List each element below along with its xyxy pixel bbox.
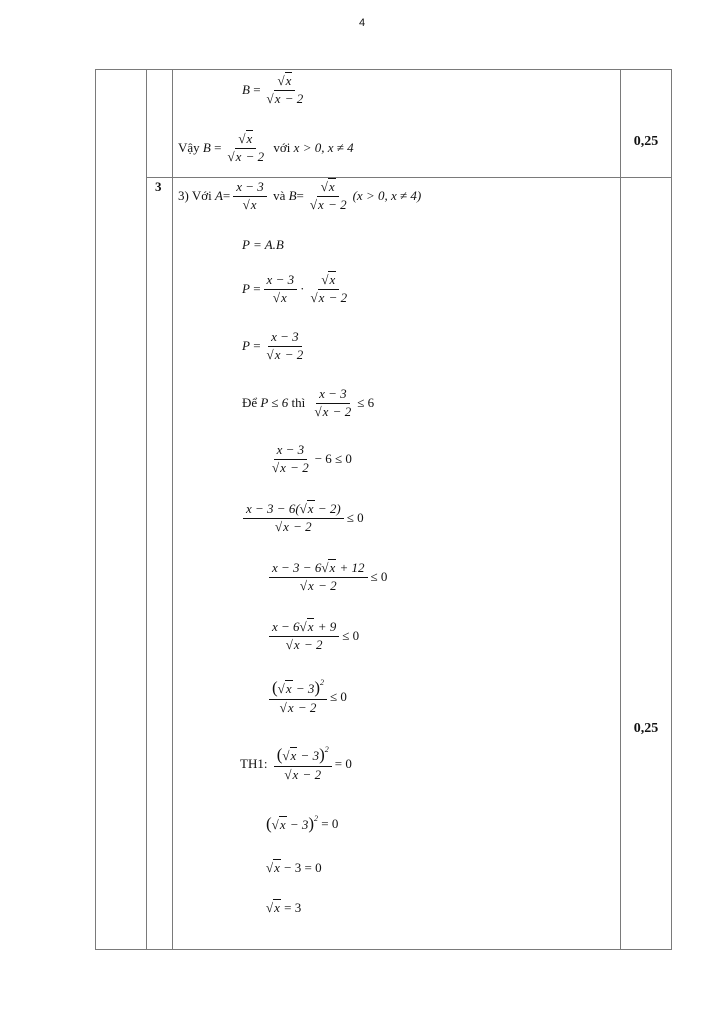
equals: =	[222, 188, 231, 204]
table-divider-col3	[620, 69, 621, 950]
relation: − 6 ≤ 0	[314, 451, 352, 467]
part3-statement	[178, 180, 421, 213]
exponent: 2	[314, 814, 319, 823]
step-P-product	[242, 273, 353, 306]
relation: = 3	[284, 900, 302, 915]
term: − 2	[297, 699, 317, 715]
case-1-step-1: $(√x - 3)^2$ = 0	[266, 814, 339, 833]
label-part3: 3) Với	[178, 188, 212, 204]
table-row-divider	[146, 177, 672, 178]
equals: =	[214, 140, 222, 156]
table-divider-col2	[172, 69, 173, 950]
step-P-simplified	[242, 330, 309, 363]
relation: ≤ 0	[370, 569, 388, 585]
sqrt-radicand: x	[307, 619, 314, 634]
formula-B-definition	[242, 74, 309, 107]
relation: = 0	[321, 816, 339, 831]
case-1	[240, 745, 352, 782]
step-square-form	[266, 678, 347, 715]
fraction: $\frac{√x}{√x - 2}$	[266, 73, 304, 106]
term: − 2	[332, 403, 352, 419]
label-de: Để	[242, 395, 258, 411]
numerator: x − 3	[316, 387, 350, 404]
var-P: P	[242, 281, 250, 297]
equals: =	[253, 281, 261, 297]
sqrt-radicand: x	[274, 90, 281, 106]
term: − 2)	[317, 501, 341, 516]
relation: ≤ 0	[346, 510, 364, 526]
term: − 2	[328, 196, 347, 212]
sqrt-radicand: x	[246, 131, 253, 146]
term: + 12	[339, 560, 365, 575]
sqrt-radicand: x	[329, 272, 336, 287]
numerator: x − 3	[268, 330, 302, 347]
sqrt-radicand: x	[322, 403, 329, 419]
term: − 2	[290, 459, 309, 475]
sqrt-radicand: x	[250, 196, 257, 212]
sqrt-radicand: x	[290, 748, 297, 763]
sqrt-radicand: x	[292, 766, 299, 782]
fraction: $\frac{x - 6√x + 9}{√x - 2}$	[269, 620, 339, 653]
expression: P = A.B	[242, 237, 284, 252]
table-border-right	[671, 69, 672, 950]
term: x − 3 − 6(	[246, 501, 300, 516]
fraction: $\frac{x - 3}{√x - 2}$	[314, 386, 352, 419]
fraction: $\frac{(√x - 3)^2}{√x - 2}$	[274, 745, 332, 782]
sqrt-radicand: x	[308, 577, 314, 593]
term: − 3	[300, 748, 320, 763]
term: − 2	[303, 636, 323, 652]
term: − 3	[295, 681, 315, 696]
expression: P ≤ 6	[260, 395, 289, 411]
exponent: 2	[324, 745, 329, 754]
label-voi: với	[273, 140, 291, 156]
equals: =	[253, 82, 261, 98]
term: x − 6	[272, 619, 300, 634]
term: − 2	[302, 766, 322, 782]
var-B: B	[288, 188, 297, 204]
condition: (x > 0, x ≠ 4)	[352, 188, 422, 204]
fraction: $\frac{x - 3 - 6(√x - 2)}{√x - 2}$	[243, 502, 344, 535]
sqrt-radicand: x	[280, 459, 286, 475]
score-cell: 0,25	[633, 721, 659, 736]
sqrt-radicand: x	[274, 346, 281, 362]
case-1-step-2: √x − 3 = 0	[266, 860, 322, 875]
sqrt-radicand: x	[287, 699, 294, 715]
fraction: $\frac{x - 3}{√x - 2}$	[272, 442, 309, 475]
sqrt-radicand: x	[307, 501, 314, 516]
step-reduced	[266, 620, 359, 653]
table-border-left	[95, 69, 96, 950]
page-number: 4	[358, 17, 366, 29]
var-A: A	[214, 188, 223, 204]
sqrt-radicand: x	[274, 900, 280, 915]
dot: ·	[300, 281, 305, 297]
sqrt-radicand: x	[318, 289, 325, 305]
numerator: x − 3	[274, 443, 308, 460]
step-combined	[240, 502, 364, 535]
fraction: $\frac{x - 3}{√x - 2}$	[266, 329, 304, 362]
term: − 3	[289, 817, 309, 832]
sqrt-radicand: x	[274, 860, 280, 875]
fraction: $\frac{x - 3 - 6√x + 12}{√x - 2}$	[269, 561, 368, 594]
term: x − 3 − 6	[272, 560, 322, 575]
sqrt-radicand: x	[283, 518, 289, 534]
relation: ≤ 6	[357, 395, 375, 411]
term: − 2	[328, 289, 348, 305]
condition: x > 0, x ≠ 4	[293, 140, 354, 156]
sqrt-radicand: x	[281, 289, 287, 305]
table-divider-col1	[146, 69, 147, 950]
fraction: $\frac{√x}{√x - 2}$	[309, 179, 347, 212]
score-cell: 0,25	[633, 134, 659, 149]
sqrt-radicand: x	[293, 636, 300, 652]
relation: − 3 = 0	[284, 860, 322, 875]
term: − 2	[284, 346, 304, 362]
term: − 2	[293, 518, 312, 534]
step-P-eq-AB	[242, 237, 284, 253]
fraction: $\frac{√x}{√x - 2}$	[227, 131, 265, 164]
relation: = 0	[334, 755, 352, 771]
exponent: 2	[320, 678, 325, 687]
sqrt-radicand: x	[328, 179, 335, 194]
relation: ≤ 0	[330, 688, 347, 704]
equals: =	[253, 338, 261, 354]
var-P: P	[242, 338, 250, 354]
equals: =	[296, 188, 304, 204]
fraction: $\frac{x - 3}{√x}$	[264, 273, 298, 306]
relation: ≤ 0	[342, 628, 360, 644]
table-border-top	[95, 69, 672, 70]
table-border-bottom	[95, 949, 672, 950]
case-1-step-3: √x = 3	[266, 900, 302, 915]
fraction: $\frac{(√x - 3)^2}{√x - 2}$	[269, 678, 327, 715]
conclusion-B	[178, 132, 354, 165]
term: + 9	[317, 619, 337, 634]
fraction: $\frac{x - 3}{√x}$	[233, 180, 267, 213]
label-thi: thì	[291, 395, 306, 411]
numerator: x − 3	[264, 273, 298, 290]
term: − 2	[318, 577, 337, 593]
var-B: B	[202, 140, 211, 156]
label-th1: TH1:	[240, 755, 268, 771]
sqrt-radicand: x	[285, 681, 292, 696]
sqrt-radicand: x	[279, 817, 286, 832]
sqrt-radicand: x	[318, 196, 324, 212]
term: − 2	[284, 90, 304, 106]
sqrt-radicand: x	[285, 73, 292, 88]
sqrt-radicand: x	[329, 560, 336, 575]
label-va: và	[273, 188, 286, 204]
label-vay: Vậy	[178, 140, 200, 156]
var-B: B	[242, 82, 250, 98]
term: − 2	[245, 148, 265, 164]
fraction: $\frac{√x}{√x - 2}$	[310, 272, 348, 305]
step-condition	[242, 387, 374, 420]
step-expanded	[266, 561, 387, 594]
step-minus-6	[266, 443, 352, 476]
numerator: x − 3	[233, 180, 267, 197]
sqrt-radicand: x	[235, 148, 242, 164]
question-number: 3	[155, 179, 162, 194]
